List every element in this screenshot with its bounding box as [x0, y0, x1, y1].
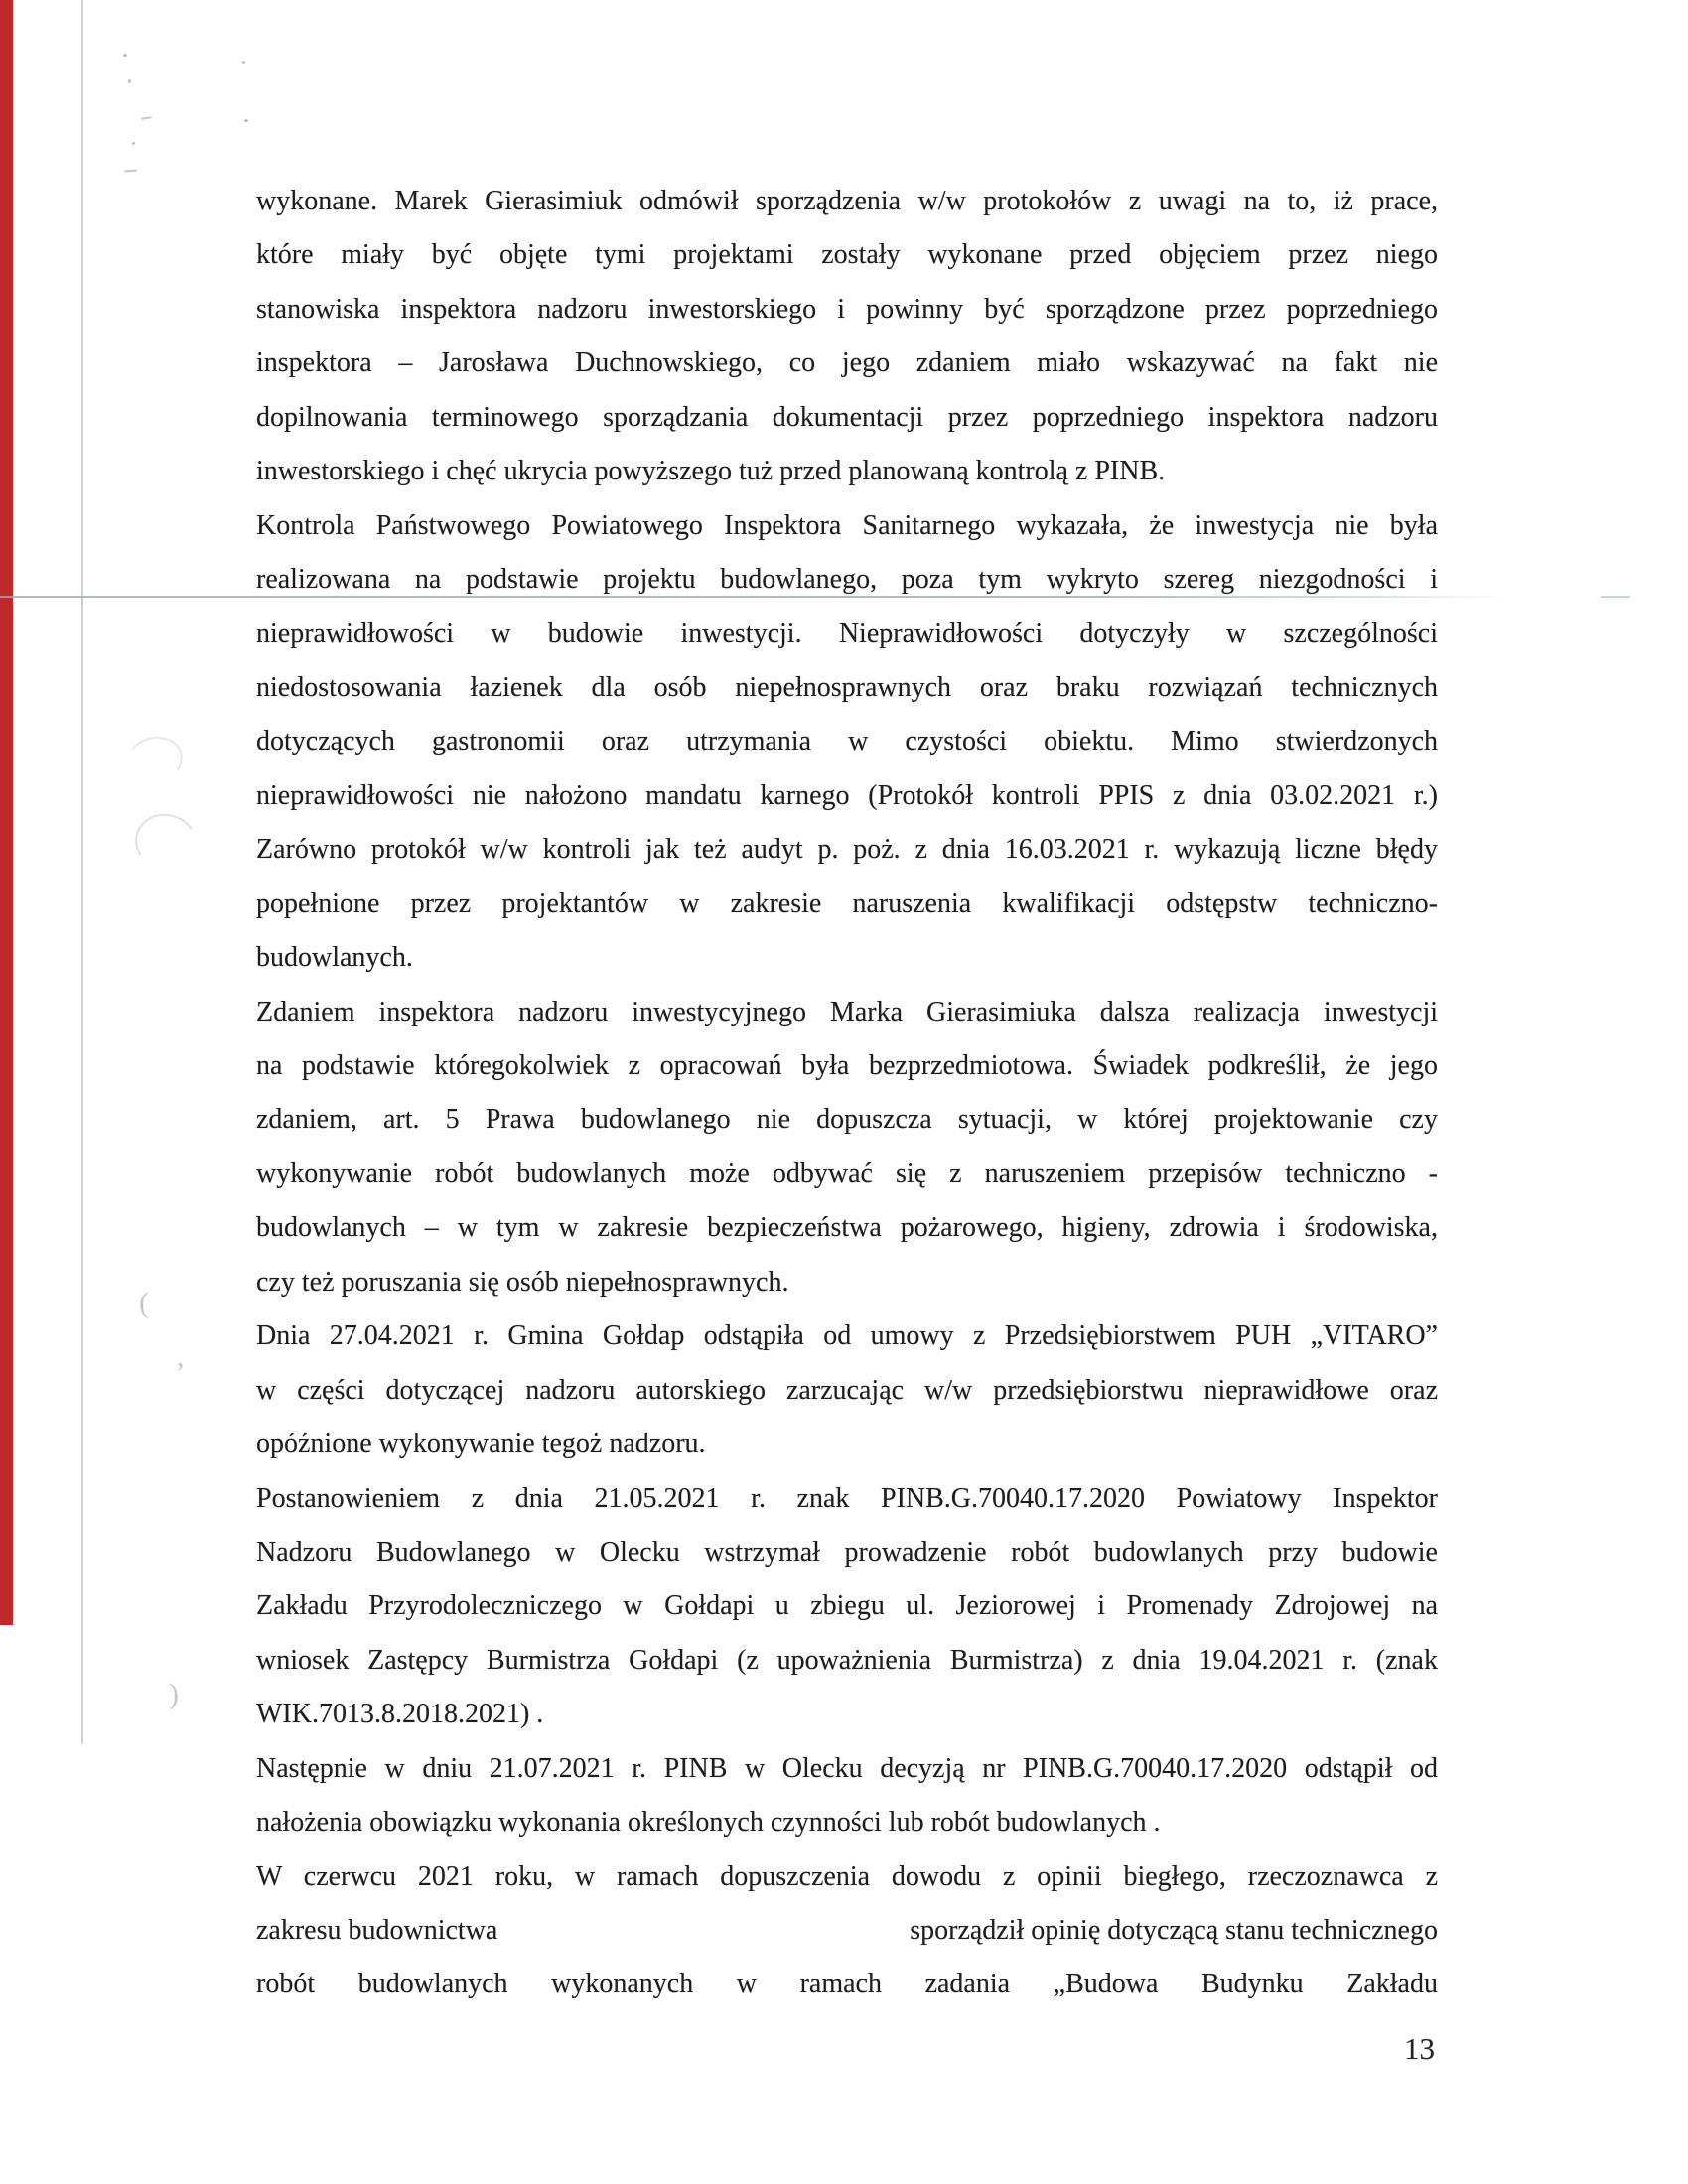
- scan-speck: [123, 54, 127, 57]
- text-line: robót budowlanych wykonanych w ramach zadania „Budowa Budynku Zakładu: [256, 1969, 1438, 2000]
- text-line: popełnione przez projektantów w zakresie naruszenia kwalifikacji odstępstw techniczno-: [256, 887, 1438, 919]
- text-line: dotyczących gastronomii oraz utrzymania w czystości obiektu. Mimo stwierdzonych: [256, 726, 1438, 757]
- text-line: na podstawie któregokolwiek z opracowań była bezprzedmiotowa. Świadek podkreślił, że jego: [256, 1050, 1438, 1081]
- scan-speck: [132, 142, 135, 145]
- text-line: czy też poruszania się osób niepełnosprawnych.: [256, 1266, 789, 1297]
- scan-speck: [124, 170, 137, 173]
- text-line: nałożenia obowiązku wykonania określonych czynności lub robót budowlanych .: [256, 1807, 1161, 1839]
- text-line: wykonywanie robót budowlanych może odbywać się z naruszeniem przepisów techniczno -: [256, 1158, 1438, 1189]
- text-line-redacted-gap: [256, 1904, 1438, 1958]
- text-line: wykonane. Marek Gierasimiuk odmówił sporządzenia w/w protokołów z uwagi na to, iż prace,: [256, 186, 1438, 216]
- text-line: inwestorskiego i chęć ukrycia powyższego tuż przed planowaną kontrolą z PINB.: [256, 456, 1166, 487]
- text-line: budowlanych.: [256, 942, 413, 974]
- text-line: niedostosowania łazienek dla osób niepełnosprawnych oraz braku rozwiązań technicznych: [256, 671, 1438, 703]
- scan-speck: [242, 61, 245, 64]
- scan-speck: [244, 119, 248, 122]
- text-line: Zdaniem inspektora nadzoru inwestycyjnego Marka Gierasimiuka dalsza realizacja inwestycji: [256, 996, 1438, 1027]
- text-line: w części dotyczącej nadzoru autorskiego zarzucając w/w przedsiębiorstwu nieprawidłowe oraz: [256, 1374, 1438, 1406]
- text-line: budowlanych – w tym w zakresie bezpieczeństwa pożarowego, higieny, zdrowia i środowiska,: [256, 1212, 1438, 1244]
- text-line: Zarówno protokół w/w kontroli jak też audyt p. poż. z dnia 16.03.2021 r. wykazują liczne błędy: [256, 834, 1438, 866]
- text-line: które miały być objęte tymi projektami zostały wykonane przed objęciem przez niego: [256, 239, 1438, 271]
- text-line: Kontrola Państwowego Powiatowego Inspektora Sanitarnego wykazała, że inwestycja nie była: [256, 509, 1438, 541]
- text-line: Dnia 27.04.2021 r. Gmina Gołdap odstąpiła od umowy z Przedsiębiorstwem PUH „VITARO”: [256, 1320, 1438, 1352]
- scan-vertical-line: [81, 0, 83, 1744]
- text-line: Następnie w dniu 21.07.2021 r. PINB w Olecku decyzją nr PINB.G.70040.17.2020 odstąpił od: [256, 1752, 1438, 1784]
- page-number: 13: [1404, 2031, 1435, 2066]
- text-line: inspektora – Jarosława Duchnowskiego, co jego zdaniem miało wskazywać na fakt nie: [256, 347, 1438, 379]
- scan-arc-mark: [129, 807, 203, 876]
- text-line: dopilnowania terminowego sporządzania dokumentacji przez poprzedniego inspektora nadzoru: [256, 401, 1438, 433]
- scan-pen-mark: ): [169, 1678, 179, 1710]
- scan-pen-mark: (: [139, 1287, 149, 1319]
- text-segment: sporządził opinię dotyczącą stanu technicznego: [910, 1915, 1438, 1946]
- text-line: nieprawidłowości nie nałożono mandatu karnego (Protokół kontroli PPIS z dnia 03.02.2021 r.): [256, 779, 1438, 811]
- red-margin-line: [0, 0, 13, 1625]
- scan-speck: [141, 116, 152, 120]
- scan-horizontal-line-dash: [1601, 596, 1630, 598]
- text-line: Nadzoru Budowlanego w Olecku wstrzymał prowadzenie robót budowlanych przy budowie: [256, 1536, 1438, 1568]
- scan-arc-mark: [123, 732, 187, 788]
- text-line: WIK.7013.8.2018.2021) .: [256, 1699, 544, 1730]
- text-line: realizowana na podstawie projektu budowlanego, poza tym wykryto szereg niezgodności i: [256, 564, 1438, 596]
- scan-speck: [128, 79, 131, 83]
- text-line: W czerwcu 2021 roku, w ramach dopuszczenia dowodu z opinii biegłego, rzeczoznawca z: [256, 1860, 1438, 1892]
- page-text: [256, 175, 1438, 2012]
- text-line: nieprawidłowości w budowie inwestycji. Nieprawidłowości dotyczyły w szczególności: [256, 617, 1438, 649]
- text-segment: zakresu budownictwa: [256, 1915, 498, 1946]
- text-line: zdaniem, art. 5 Prawa budowlanego nie dopuszcza sytuacji, w której projektowanie czy: [256, 1104, 1438, 1136]
- text-line: opóźnione wykonywanie tegoż nadzoru.: [256, 1429, 706, 1460]
- text-line: Zakładu Przyrodoleczniczego w Gołdapi u zbiegu ul. Jeziorowej i Promenady Zdrojowej na: [256, 1590, 1438, 1622]
- text-line: Postanowieniem z dnia 21.05.2021 r. znak PINB.G.70040.17.2020 Powiatowy Inspektor: [256, 1482, 1438, 1514]
- text-line: stanowiska inspektora nadzoru inwestorskiego i powinny być sporządzone przez poprzedniego: [256, 293, 1438, 325]
- scan-pen-mark: ,: [177, 1340, 185, 1373]
- text-line: wniosek Zastępcy Burmistrza Gołdapi (z upoważnienia Burmistrza) z dnia 19.04.2021 r. (znak: [256, 1644, 1438, 1676]
